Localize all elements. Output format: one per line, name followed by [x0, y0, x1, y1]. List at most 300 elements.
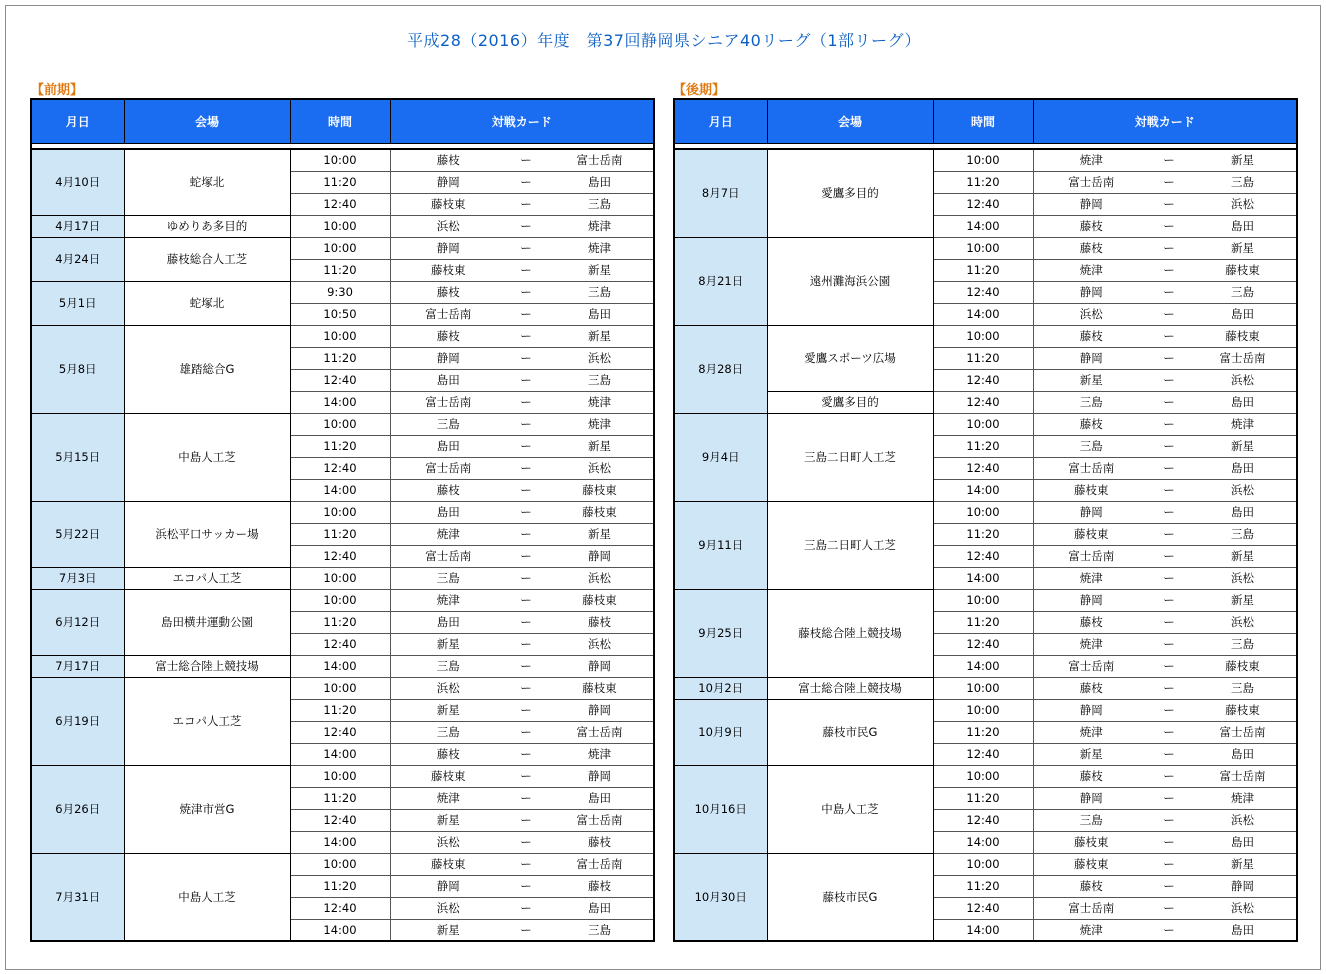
home-team: 静岡 [1033, 193, 1149, 215]
match-row [31, 765, 654, 787]
venue-cell: 富士総合陸上競技場 [124, 655, 290, 677]
time-cell: 10:00 [933, 765, 1033, 787]
away-team: 浜松 [1189, 809, 1297, 831]
date-cell: 5月22日 [31, 501, 124, 567]
page-title: 平成28（2016）年度 第37回静岡県シニア40リーグ（1部リーグ） [407, 31, 921, 50]
time-cell: 11:20 [933, 435, 1033, 457]
time-cell: 11:20 [933, 611, 1033, 633]
versus-dash: ー [506, 193, 546, 215]
time-cell: 12:40 [290, 193, 390, 215]
versus-dash: ー [1149, 435, 1189, 457]
versus-dash: ー [506, 743, 546, 765]
date-cell: 4月24日 [31, 237, 124, 281]
time-cell: 11:20 [290, 875, 390, 897]
match-row [31, 215, 654, 237]
versus-dash: ー [506, 259, 546, 281]
away-team: 富士岳南 [546, 853, 654, 875]
time-cell: 12:40 [933, 193, 1033, 215]
header-time: 時間 [933, 99, 1033, 143]
home-team: 浜松 [390, 831, 506, 853]
home-team: 静岡 [1033, 787, 1149, 809]
time-cell: 11:20 [933, 875, 1033, 897]
time-cell: 12:40 [290, 633, 390, 655]
home-team: 藤枝 [1033, 325, 1149, 347]
home-team: 三島 [390, 721, 506, 743]
match-row [674, 391, 1297, 413]
away-team: 島田 [1189, 743, 1297, 765]
away-team: 新星 [1189, 589, 1297, 611]
away-team: 新星 [546, 523, 654, 545]
venue-cell: 中島人工芝 [124, 413, 290, 501]
versus-dash: ー [506, 347, 546, 369]
first-half-label: 【前期】 [31, 83, 84, 98]
venue-cell: 雄踏総合G [124, 325, 290, 413]
time-cell: 11:20 [290, 435, 390, 457]
home-team: 藤枝 [390, 479, 506, 501]
match-row [674, 413, 1297, 435]
away-team: 島田 [546, 303, 654, 325]
date-cell: 10月2日 [674, 677, 767, 699]
time-cell: 10:00 [290, 589, 390, 611]
date-cell: 9月11日 [674, 501, 767, 589]
versus-dash: ー [506, 875, 546, 897]
versus-dash: ー [506, 677, 546, 699]
time-cell: 11:20 [933, 347, 1033, 369]
first-half-table [30, 98, 655, 942]
versus-dash: ー [1149, 237, 1189, 259]
time-cell: 10:00 [290, 215, 390, 237]
versus-dash: ー [506, 853, 546, 875]
match-row [674, 699, 1297, 721]
away-team: 藤枝東 [1189, 655, 1297, 677]
home-team: 藤枝 [390, 743, 506, 765]
away-team: 新星 [546, 325, 654, 347]
home-team: 三島 [1033, 391, 1149, 413]
versus-dash: ー [506, 479, 546, 501]
venue-cell: 焼津市営G [124, 765, 290, 853]
versus-dash: ー [1149, 611, 1189, 633]
date-cell: 10月30日 [674, 853, 767, 941]
versus-dash: ー [1149, 281, 1189, 303]
time-cell: 12:40 [933, 369, 1033, 391]
versus-dash: ー [1149, 655, 1189, 677]
home-team: 三島 [390, 655, 506, 677]
time-cell: 10:00 [933, 501, 1033, 523]
time-cell: 10:00 [290, 567, 390, 589]
time-cell: 12:40 [933, 809, 1033, 831]
venue-cell: 愛鷹多目的 [767, 391, 933, 413]
away-team: 焼津 [1189, 787, 1297, 809]
away-team: 島田 [1189, 831, 1297, 853]
venue-cell: 島田横井運動公園 [124, 589, 290, 655]
venue-cell: 三島二日町人工芝 [767, 501, 933, 589]
away-team: 藤枝 [546, 611, 654, 633]
match-row [674, 589, 1297, 611]
home-team: 新星 [1033, 743, 1149, 765]
versus-dash: ー [1149, 523, 1189, 545]
home-team: 三島 [1033, 435, 1149, 457]
home-team: 藤枝東 [390, 259, 506, 281]
away-team: 島田 [1189, 303, 1297, 325]
time-cell: 14:00 [290, 479, 390, 501]
match-row [31, 149, 654, 171]
home-team: 焼津 [1033, 259, 1149, 281]
home-team: 三島 [390, 567, 506, 589]
home-team: 新星 [1033, 369, 1149, 391]
time-cell: 10:00 [933, 589, 1033, 611]
home-team: 浜松 [390, 897, 506, 919]
header-venue: 会場 [124, 99, 290, 143]
away-team: 浜松 [1189, 479, 1297, 501]
home-team: 静岡 [390, 237, 506, 259]
time-cell: 14:00 [933, 919, 1033, 941]
away-team: 焼津 [546, 391, 654, 413]
away-team: 浜松 [546, 347, 654, 369]
versus-dash: ー [1149, 391, 1189, 413]
away-team: 三島 [1189, 171, 1297, 193]
time-cell: 12:40 [290, 369, 390, 391]
versus-dash: ー [1149, 743, 1189, 765]
versus-dash: ー [1149, 721, 1189, 743]
venue-cell: 富士総合陸上競技場 [767, 677, 933, 699]
time-cell: 14:00 [933, 215, 1033, 237]
away-team: 新星 [1189, 435, 1297, 457]
away-team: 浜松 [546, 633, 654, 655]
versus-dash: ー [506, 501, 546, 523]
home-team: 焼津 [390, 787, 506, 809]
away-team: 静岡 [546, 655, 654, 677]
date-cell: 5月15日 [31, 413, 124, 501]
time-cell: 11:20 [933, 787, 1033, 809]
header-date: 月日 [31, 99, 124, 143]
away-team: 三島 [546, 919, 654, 941]
versus-dash: ー [1149, 589, 1189, 611]
away-team: 藤枝東 [546, 589, 654, 611]
home-team: 浜松 [390, 677, 506, 699]
time-cell: 10:00 [290, 149, 390, 171]
date-cell: 9月4日 [674, 413, 767, 501]
home-team: 藤枝 [1033, 413, 1149, 435]
away-team: 島田 [1189, 501, 1297, 523]
venue-cell: 蛇塚北 [124, 149, 290, 215]
time-cell: 10:00 [290, 237, 390, 259]
match-row [31, 413, 654, 435]
away-team: 富士岳南 [1189, 765, 1297, 787]
time-cell: 11:20 [290, 171, 390, 193]
home-team: 藤枝 [390, 325, 506, 347]
versus-dash: ー [506, 611, 546, 633]
time-cell: 14:00 [933, 303, 1033, 325]
versus-dash: ー [506, 369, 546, 391]
home-team: 島田 [390, 435, 506, 457]
date-cell: 7月17日 [31, 655, 124, 677]
versus-dash: ー [1149, 699, 1189, 721]
time-cell: 11:20 [290, 699, 390, 721]
time-cell: 14:00 [290, 743, 390, 765]
venue-cell: 藤枝総合陸上競技場 [767, 589, 933, 677]
time-cell: 10:00 [933, 853, 1033, 875]
versus-dash: ー [506, 699, 546, 721]
match-row [674, 501, 1297, 523]
versus-dash: ー [1149, 677, 1189, 699]
versus-dash: ー [506, 655, 546, 677]
versus-dash: ー [1149, 919, 1189, 941]
home-team: 新星 [390, 809, 506, 831]
away-team: 焼津 [1189, 413, 1297, 435]
time-cell: 12:40 [933, 633, 1033, 655]
home-team: 島田 [390, 611, 506, 633]
versus-dash: ー [1149, 413, 1189, 435]
versus-dash: ー [506, 897, 546, 919]
versus-dash: ー [1149, 259, 1189, 281]
home-team: 富士岳南 [1033, 545, 1149, 567]
home-team: 浜松 [1033, 303, 1149, 325]
time-cell: 9:30 [290, 281, 390, 303]
date-cell: 8月7日 [674, 149, 767, 237]
time-cell: 14:00 [933, 567, 1033, 589]
time-cell: 10:00 [933, 325, 1033, 347]
home-team: 藤枝 [1033, 875, 1149, 897]
versus-dash: ー [506, 545, 546, 567]
second-half-label: 【後期】 [673, 83, 726, 98]
away-team: 島田 [1189, 457, 1297, 479]
home-team: 焼津 [1033, 721, 1149, 743]
versus-dash: ー [1149, 325, 1189, 347]
versus-dash: ー [506, 919, 546, 941]
versus-dash: ー [506, 809, 546, 831]
away-team: 島田 [546, 897, 654, 919]
time-cell: 14:00 [290, 655, 390, 677]
home-team: 静岡 [1033, 347, 1149, 369]
home-team: 藤枝 [1033, 765, 1149, 787]
home-team: 富士岳南 [390, 391, 506, 413]
match-row [674, 677, 1297, 699]
versus-dash: ー [1149, 347, 1189, 369]
match-row [674, 325, 1297, 347]
match-row [31, 501, 654, 523]
away-team: 浜松 [546, 567, 654, 589]
header-row [674, 99, 1297, 143]
date-cell: 5月1日 [31, 281, 124, 325]
time-cell: 12:40 [290, 897, 390, 919]
away-team: 三島 [1189, 281, 1297, 303]
home-team: 藤枝東 [1033, 831, 1149, 853]
versus-dash: ー [506, 721, 546, 743]
away-team: 三島 [1189, 677, 1297, 699]
match-row [674, 237, 1297, 259]
time-cell: 10:00 [933, 237, 1033, 259]
versus-dash: ー [506, 589, 546, 611]
versus-dash: ー [506, 567, 546, 589]
home-team: 藤枝東 [390, 765, 506, 787]
versus-dash: ー [506, 171, 546, 193]
match-row [674, 149, 1297, 171]
time-cell: 12:40 [933, 281, 1033, 303]
home-team: 富士岳南 [1033, 457, 1149, 479]
home-team: 藤枝 [390, 281, 506, 303]
home-team: 藤枝 [390, 149, 506, 171]
versus-dash: ー [506, 523, 546, 545]
versus-dash: ー [506, 457, 546, 479]
venue-cell: 愛鷹スポーツ広場 [767, 325, 933, 391]
venue-cell: 浜松平口サッカー場 [124, 501, 290, 567]
home-team: 藤枝 [1033, 215, 1149, 237]
versus-dash: ー [506, 633, 546, 655]
time-cell: 11:20 [290, 787, 390, 809]
away-team: 焼津 [546, 743, 654, 765]
versus-dash: ー [506, 413, 546, 435]
time-cell: 10:00 [290, 853, 390, 875]
home-team: 静岡 [1033, 589, 1149, 611]
versus-dash: ー [506, 325, 546, 347]
versus-dash: ー [506, 281, 546, 303]
versus-dash: ー [506, 237, 546, 259]
home-team: 藤枝 [1033, 677, 1149, 699]
time-cell: 10:00 [933, 677, 1033, 699]
home-team: 島田 [390, 501, 506, 523]
date-cell: 8月28日 [674, 325, 767, 413]
venue-cell: エコパ人工芝 [124, 677, 290, 765]
time-cell: 11:20 [933, 171, 1033, 193]
time-cell: 11:20 [290, 347, 390, 369]
away-team: 三島 [546, 281, 654, 303]
away-team: 新星 [1189, 853, 1297, 875]
home-team: 焼津 [390, 589, 506, 611]
date-cell: 6月26日 [31, 765, 124, 853]
away-team: 島田 [546, 787, 654, 809]
venue-cell: 三島二日町人工芝 [767, 413, 933, 501]
time-cell: 14:00 [290, 391, 390, 413]
home-team: 焼津 [390, 523, 506, 545]
time-cell: 10:00 [290, 677, 390, 699]
versus-dash: ー [506, 765, 546, 787]
match-row [31, 567, 654, 589]
time-cell: 11:20 [290, 523, 390, 545]
away-team: 浜松 [1189, 369, 1297, 391]
venue-cell: 藤枝市民G [767, 699, 933, 765]
home-team: 富士岳南 [390, 303, 506, 325]
away-team: 富士岳南 [1189, 721, 1297, 743]
home-team: 静岡 [390, 875, 506, 897]
away-team: 藤枝 [546, 831, 654, 853]
versus-dash: ー [1149, 633, 1189, 655]
time-cell: 12:40 [933, 897, 1033, 919]
date-cell: 10月16日 [674, 765, 767, 853]
away-team: 焼津 [546, 237, 654, 259]
venue-cell: 遠州灘海浜公園 [767, 237, 933, 325]
time-cell: 14:00 [290, 831, 390, 853]
versus-dash: ー [506, 149, 546, 171]
versus-dash: ー [506, 303, 546, 325]
venue-cell: 中島人工芝 [767, 765, 933, 853]
away-team: 島田 [1189, 215, 1297, 237]
home-team: 富士岳南 [390, 457, 506, 479]
venue-cell: ゆめりあ多目的 [124, 215, 290, 237]
versus-dash: ー [1149, 193, 1189, 215]
home-team: 藤枝 [1033, 237, 1149, 259]
header-time: 時間 [290, 99, 390, 143]
away-team: 静岡 [546, 765, 654, 787]
time-cell: 12:40 [290, 545, 390, 567]
versus-dash: ー [1149, 853, 1189, 875]
time-cell: 10:00 [933, 413, 1033, 435]
time-cell: 11:20 [933, 259, 1033, 281]
away-team: 浜松 [546, 457, 654, 479]
match-row [31, 281, 654, 303]
home-team: 富士岳南 [1033, 655, 1149, 677]
home-team: 三島 [1033, 809, 1149, 831]
date-cell: 5月8日 [31, 325, 124, 413]
versus-dash: ー [506, 787, 546, 809]
time-cell: 14:00 [933, 479, 1033, 501]
time-cell: 10:00 [290, 413, 390, 435]
versus-dash: ー [1149, 875, 1189, 897]
away-team: 新星 [1189, 237, 1297, 259]
date-cell: 4月10日 [31, 149, 124, 215]
time-cell: 11:20 [290, 611, 390, 633]
time-cell: 10:00 [290, 501, 390, 523]
header-date: 月日 [674, 99, 767, 143]
time-cell: 12:40 [933, 545, 1033, 567]
match-row [31, 853, 654, 875]
header-match: 対戦カード [390, 99, 654, 143]
away-team: 藤枝東 [1189, 699, 1297, 721]
away-team: 浜松 [1189, 193, 1297, 215]
versus-dash: ー [1149, 545, 1189, 567]
home-team: 静岡 [1033, 501, 1149, 523]
home-team: 静岡 [1033, 699, 1149, 721]
away-team: 三島 [546, 369, 654, 391]
versus-dash: ー [1149, 567, 1189, 589]
home-team: 藤枝東 [390, 193, 506, 215]
time-cell: 11:20 [290, 259, 390, 281]
second-half-table [673, 98, 1298, 942]
date-cell: 10月9日 [674, 699, 767, 765]
date-cell: 7月3日 [31, 567, 124, 589]
versus-dash: ー [506, 831, 546, 853]
home-team: 富士岳南 [390, 545, 506, 567]
header-row [31, 99, 654, 143]
venue-cell: 藤枝市民G [767, 853, 933, 941]
home-team: 焼津 [1033, 567, 1149, 589]
home-team: 藤枝東 [1033, 479, 1149, 501]
match-row [31, 237, 654, 259]
time-cell: 14:00 [933, 831, 1033, 853]
versus-dash: ー [1149, 457, 1189, 479]
time-cell: 14:00 [290, 919, 390, 941]
date-cell: 6月12日 [31, 589, 124, 655]
header-match: 対戦カード [1033, 99, 1297, 143]
home-team: 三島 [390, 413, 506, 435]
time-cell: 12:40 [290, 457, 390, 479]
time-cell: 10:00 [290, 325, 390, 347]
away-team: 焼津 [546, 413, 654, 435]
home-team: 静岡 [390, 171, 506, 193]
time-cell: 14:00 [933, 655, 1033, 677]
versus-dash: ー [1149, 479, 1189, 501]
versus-dash: ー [506, 215, 546, 237]
home-team: 焼津 [1033, 919, 1149, 941]
home-team: 富士岳南 [1033, 171, 1149, 193]
away-team: 富士岳南 [546, 809, 654, 831]
away-team: 静岡 [1189, 875, 1297, 897]
match-row [31, 655, 654, 677]
date-cell: 4月17日 [31, 215, 124, 237]
versus-dash: ー [1149, 171, 1189, 193]
away-team: 静岡 [546, 545, 654, 567]
away-team: 藤枝東 [1189, 325, 1297, 347]
date-cell: 6月19日 [31, 677, 124, 765]
